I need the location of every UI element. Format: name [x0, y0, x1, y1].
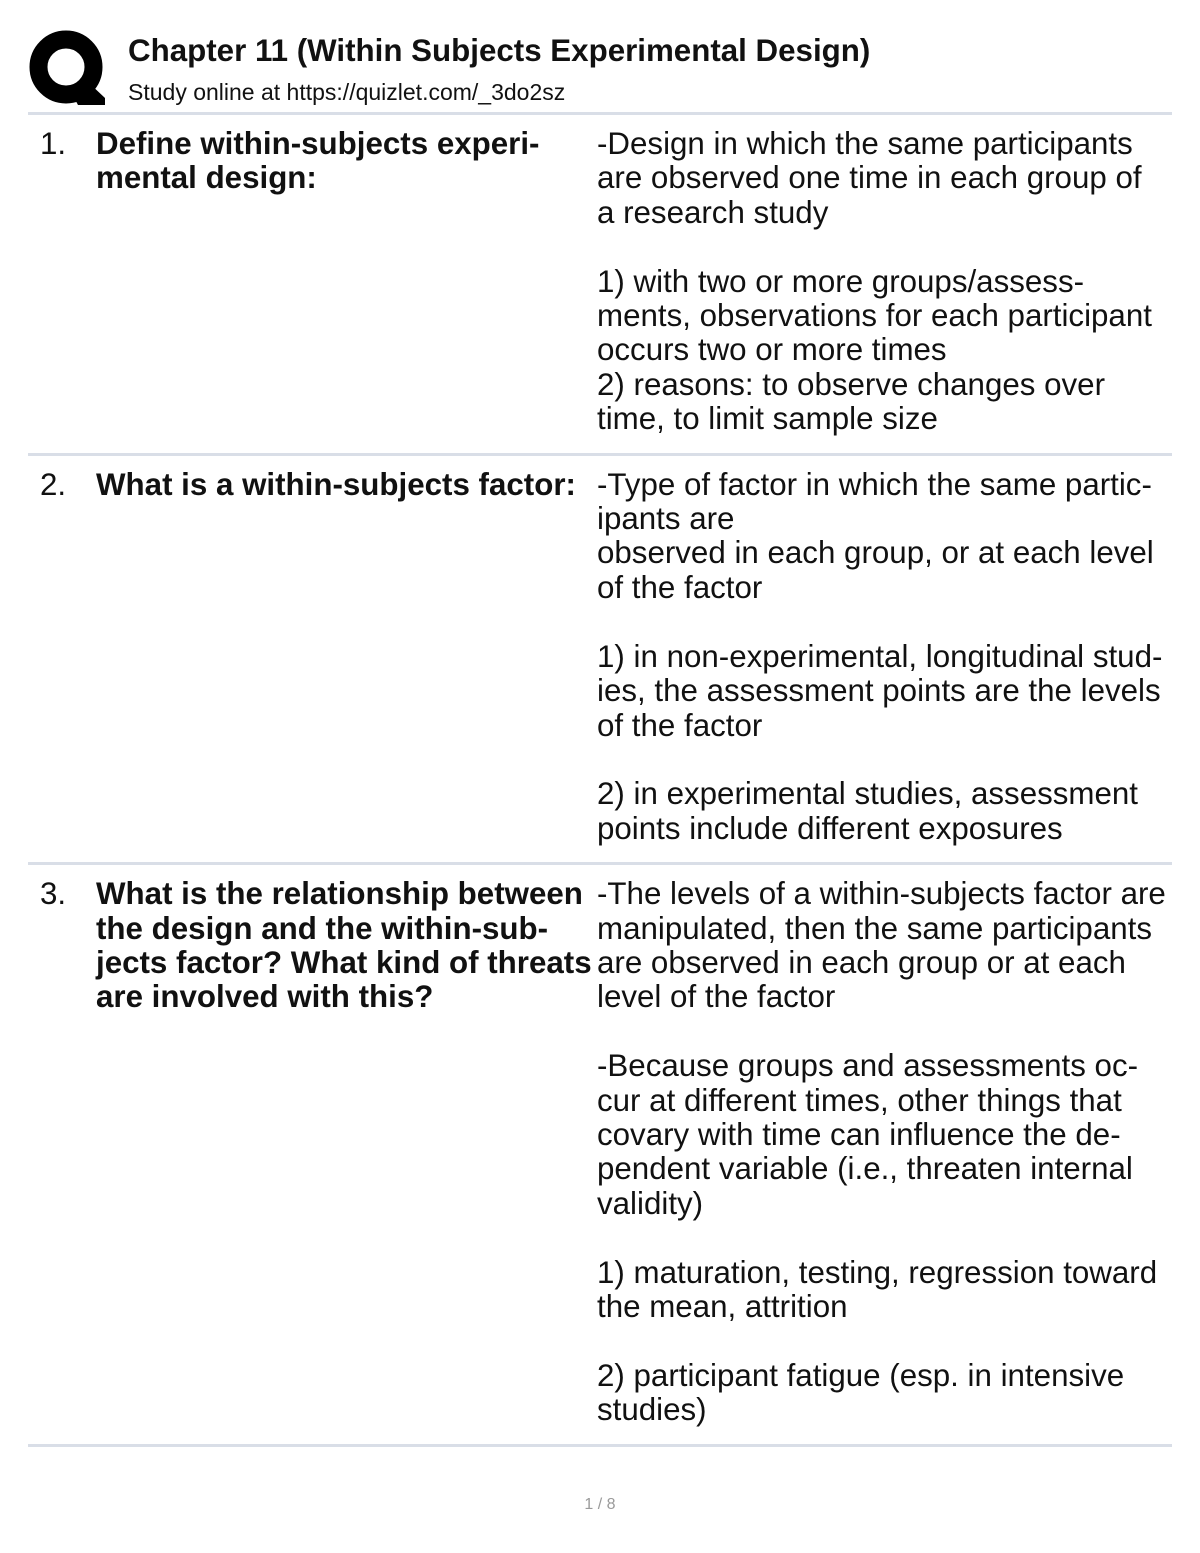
- page-number: 1 / 8: [584, 1496, 616, 1513]
- card-number: 3.: [40, 876, 67, 912]
- quizlet-q-logo-icon-graphic: [26, 28, 110, 112]
- card-term: What is a within-subjects factor:: [96, 466, 576, 502]
- card-number: 1.: [40, 126, 67, 161]
- card-definition: -Type of factor in which the same partic- ipants are observed in each group, or at each level of the factor 1) in non-experimental, longitudinal stud- ies, the assessment points are the levels of the factor 2) in experimental studies, assessment points include different exposures: [597, 466, 1163, 846]
- page-title: Chapter 11 (Within Subjects Experimental Design): [128, 33, 871, 68]
- flashcard-row: [28, 115, 1172, 456]
- quizlet-q-logo-icon: [26, 28, 110, 112]
- card-number: 2.: [40, 466, 67, 502]
- card-definition: -Design in which the same participants are observed one time in each group of a research study 1) with two or more groups/assess- ments, observations for each participant occurs two or more times 2) reasons: to observe changes over time, to limit sample size: [597, 126, 1152, 437]
- flashcard-row: [28, 865, 1172, 1447]
- card-definition: -The levels of a within-subjects factor are manipulated, then the same participants are observed in each group or at each level of the factor -Because groups and assessments oc- cur at different times, other things that covary with time can influence the de- pendent variable (i.e., threaten internal validity) 1) maturation, testing, regression toward the mean, attrition 2) participant fatigue (esp. in intensive studies): [597, 876, 1166, 1428]
- flashcard-row: [28, 456, 1172, 865]
- study-online-link-text: Study online at https://quizlet.com/_3do2sz: [128, 79, 566, 105]
- card-term: Define within-subjects experi- mental design:: [96, 126, 540, 196]
- flashcard-list: [28, 112, 1172, 1447]
- card-term: What is the relationship between the design and the within-sub- jects factor? What kind of threats are involved with this?: [96, 876, 592, 1015]
